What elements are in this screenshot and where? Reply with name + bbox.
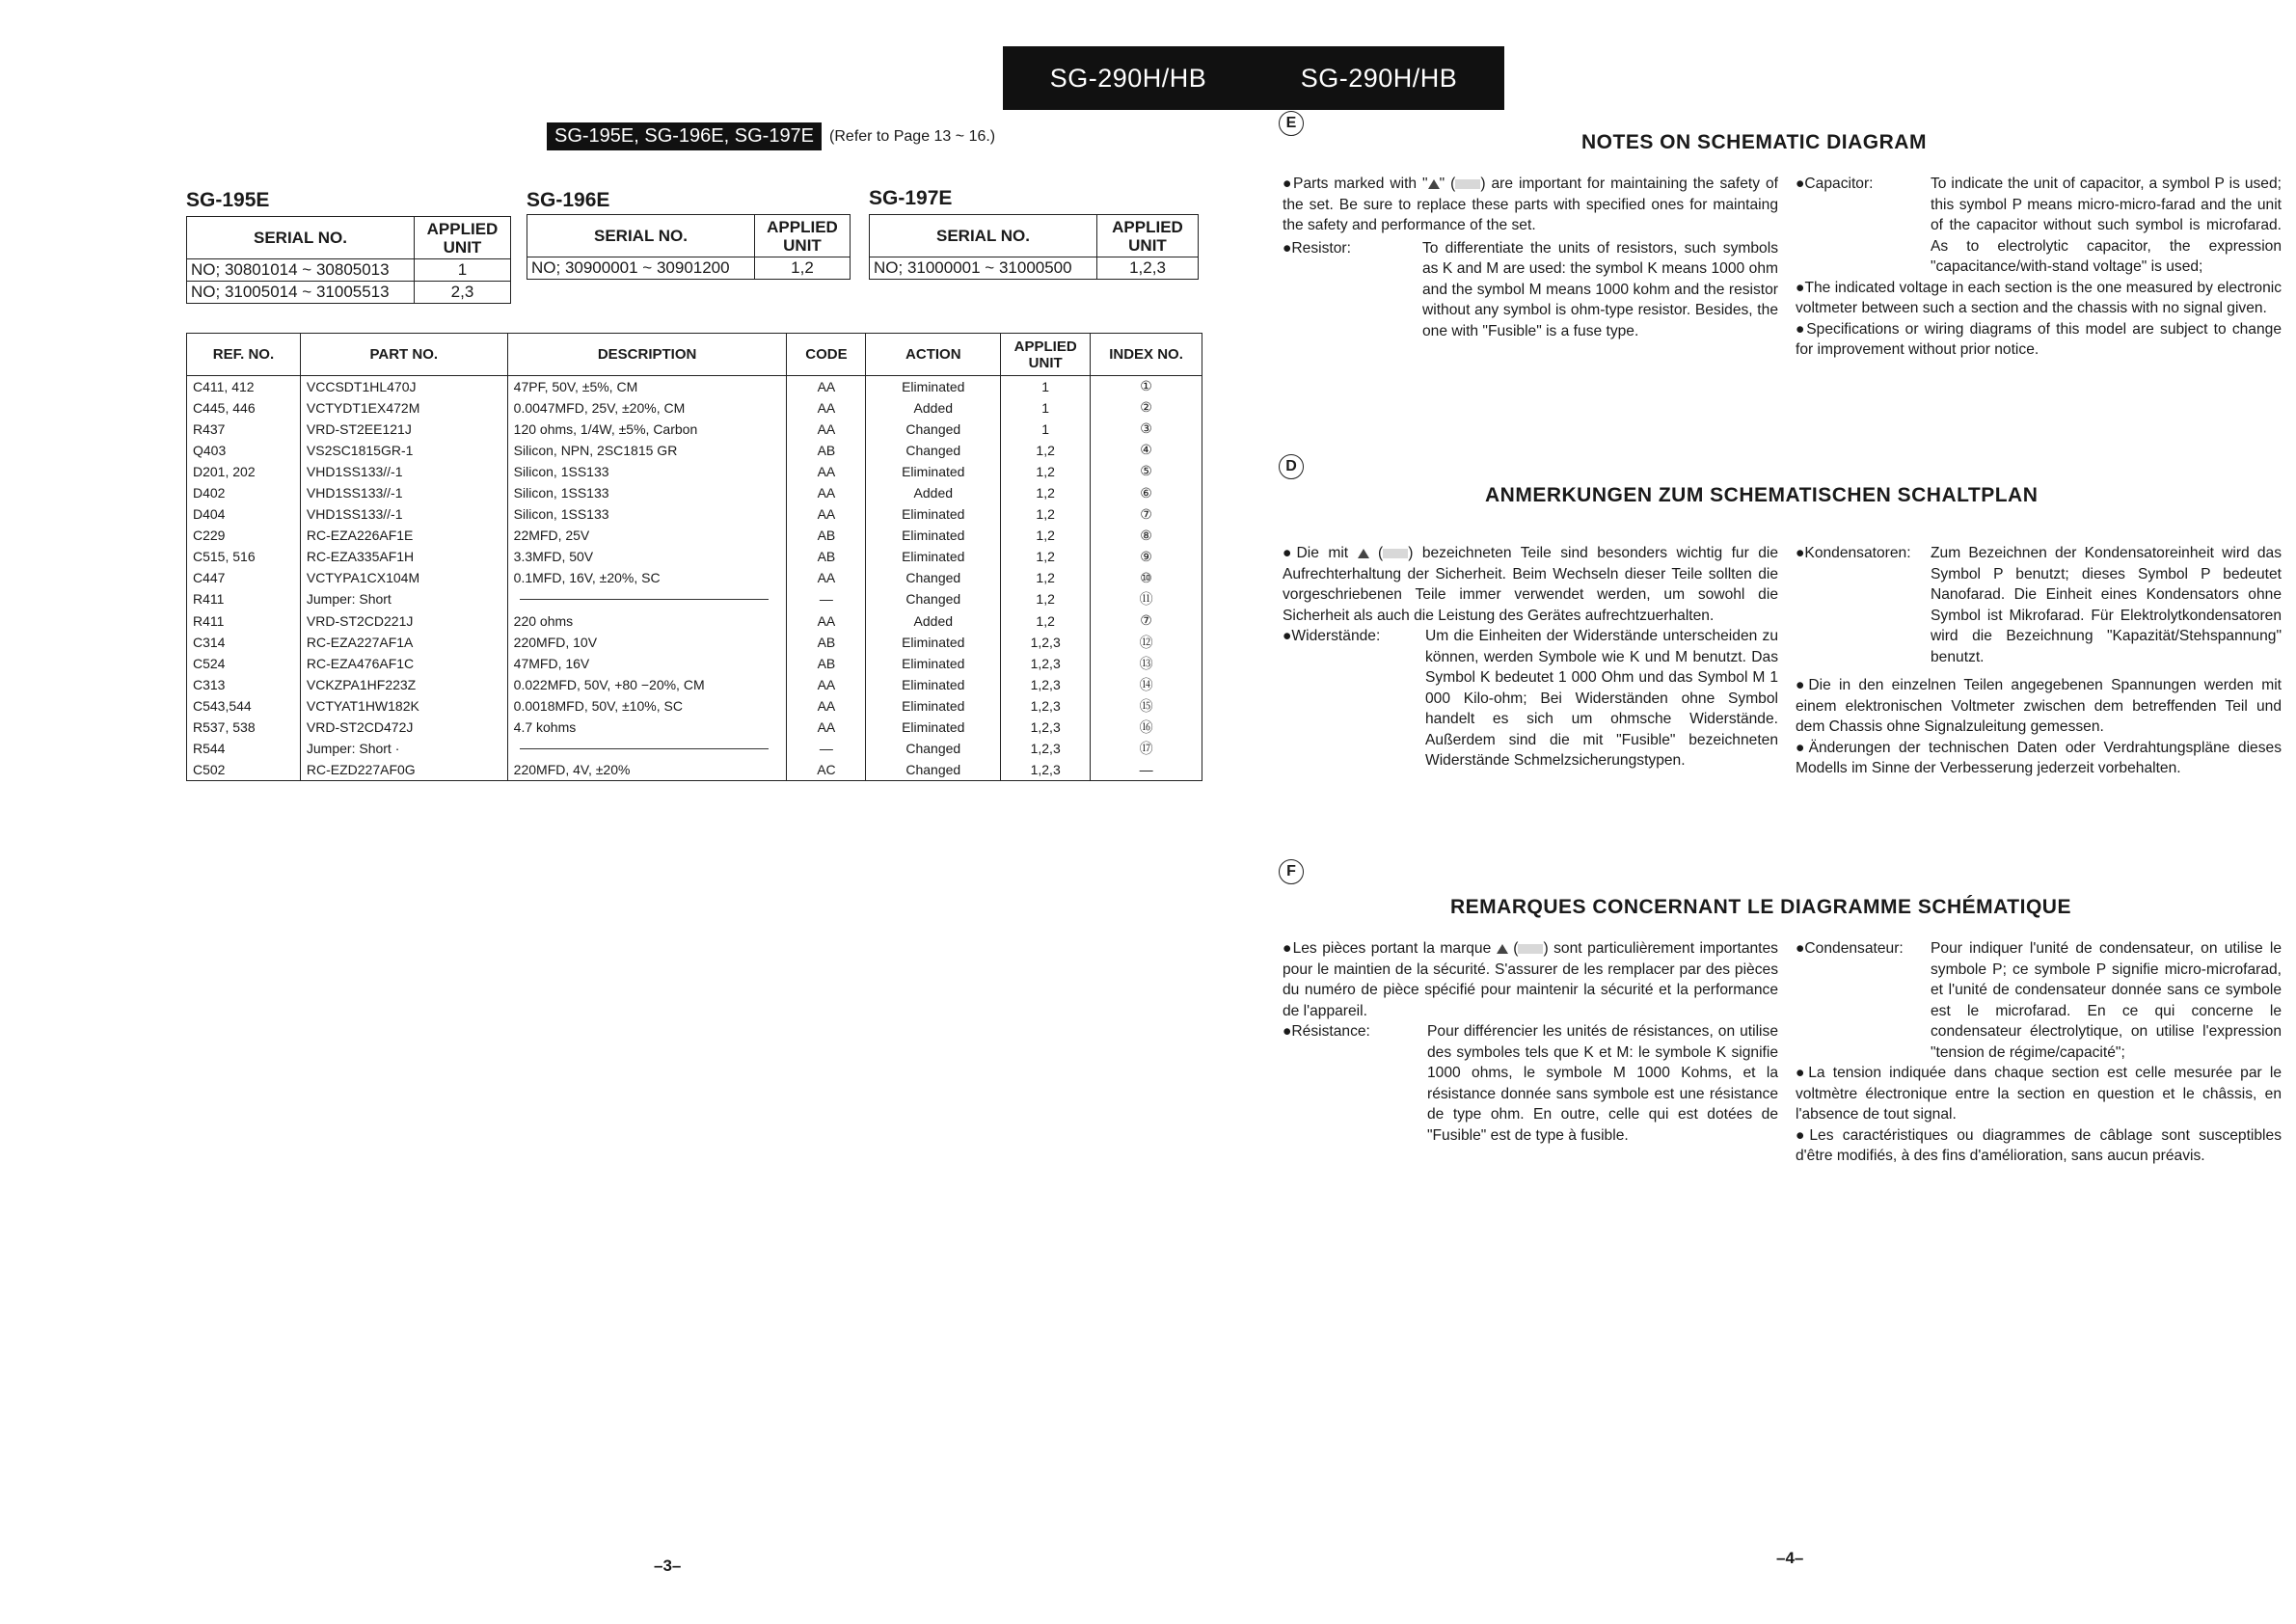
- english-left-column: [1283, 174, 1778, 341]
- description-cell: 0.0047MFD, 25V, ±20%, CM: [507, 397, 787, 419]
- part-no-cell: RC-EZD227AF0G: [300, 759, 507, 780]
- parts-change-table: [186, 333, 1202, 781]
- applied-unit-cell: 1,2: [1001, 588, 1091, 609]
- action-cell: Eliminated: [866, 632, 1001, 653]
- index-no-cell: ⑫: [1091, 632, 1202, 653]
- page-number-right: –4–: [1776, 1549, 1804, 1567]
- description-cell: Silicon, 1SS133: [507, 461, 787, 482]
- ref-no-cell: C411, 412: [187, 376, 301, 397]
- parts-table-body: [187, 376, 1202, 781]
- applied-unit-cell: 1,2: [1001, 567, 1091, 588]
- ref-no-cell: C524: [187, 653, 301, 674]
- part-no-cell: VCTYAT1HW182K: [300, 695, 507, 717]
- description-cell: 120 ohms, 1/4W, ±5%, Carbon: [507, 419, 787, 440]
- unit-cell: 1: [415, 259, 511, 282]
- applied-unit-cell: 1,2,3: [1001, 738, 1091, 759]
- ref-no-cell: C515, 516: [187, 546, 301, 567]
- code-cell: AB: [787, 440, 866, 461]
- serial-header: SERIAL NO.: [187, 217, 415, 259]
- index-no-cell: —: [1091, 759, 1202, 780]
- french-left-column: [1283, 938, 1778, 1146]
- english-capacitor-note: ●Capacitor: To indicate the unit of capacitor, a symbol P is used; this symbol P means micro-micro-farad and the unit of the capacitor without such symbol is microfarad. As to electrolytic capacitor, the expression "capacitance/with-stand voltage" is used;: [1796, 176, 2282, 275]
- part-no-cell: VHD1SS133//-1: [300, 461, 507, 482]
- action-cell: Changed: [866, 567, 1001, 588]
- part-no-cell: VRD-ST2EE121J: [300, 419, 507, 440]
- model-banner: [1003, 46, 1504, 110]
- code-cell: AA: [787, 419, 866, 440]
- index-no-cell: ⑮: [1091, 695, 1202, 717]
- applied-unit-cell: 1,2,3: [1001, 695, 1091, 717]
- part-no-header: PART NO.: [300, 334, 507, 376]
- serial-cell: NO; 31005014 ~ 31005513: [187, 282, 415, 304]
- french-voltage-note: ●La tension indiquée dans chaque section est celle mesurée par le voltmètre électronique entre la section en question et le châssis, en l'absence de tout signal.: [1796, 1065, 2282, 1123]
- applied-unit-cell: 1: [1001, 397, 1091, 419]
- shaded-marker-icon: [1455, 179, 1480, 189]
- parts-row: [187, 482, 1202, 503]
- french-specs-note: ●Les caractéristiques ou diagrammes de câblage sont susceptibles d'être modifiés, à des fins d'amélioration, sans aucun préavis.: [1796, 1126, 2282, 1164]
- part-no-cell: VS2SC1815GR-1: [300, 440, 507, 461]
- ref-no-cell: C447: [187, 567, 301, 588]
- description-cell: 3.3MFD, 50V: [507, 546, 787, 567]
- code-cell: AB: [787, 525, 866, 546]
- code-cell: AA: [787, 717, 866, 738]
- serial-table-sg195e: [186, 216, 511, 304]
- code-cell: AA: [787, 376, 866, 397]
- applied-unit-cell: 1: [1001, 419, 1091, 440]
- action-cell: Added: [866, 610, 1001, 632]
- ref-no-cell: D402: [187, 482, 301, 503]
- action-header: ACTION: [866, 334, 1001, 376]
- part-no-cell: VCTYPA1CX104M: [300, 567, 507, 588]
- code-cell: AA: [787, 461, 866, 482]
- parts-row: [187, 397, 1202, 419]
- english-resistor-note: ●Resistor: To differentiate the units of resistors, such symbols as K and M are used: the symbol K means 1000 ohm and the symbol M means 1000 kohm and the resistor without any symbol is ohm-type resistor. Besides, the one with "Fusible" is a fuse type.: [1283, 239, 1778, 339]
- index-no-cell: ①: [1091, 376, 1202, 397]
- applied-unit-cell: 1: [1001, 376, 1091, 397]
- part-no-cell: Jumper: Short: [300, 588, 507, 609]
- applied-unit-cell: 1,2: [1001, 503, 1091, 525]
- part-no-cell: VRD-ST2CD472J: [300, 717, 507, 738]
- english-right-column: [1796, 174, 2282, 361]
- part-no-cell: RC-EZA476AF1C: [300, 653, 507, 674]
- applied-unit-cell: 1,2: [1001, 546, 1091, 567]
- description-cell: 4.7 kohms: [507, 717, 787, 738]
- description-cell: 47MFD, 16V: [507, 653, 787, 674]
- description-cell: 47PF, 50V, ±5%, CM: [507, 376, 787, 397]
- part-no-cell: RC-EZA227AF1A: [300, 632, 507, 653]
- parts-row: [187, 376, 1202, 397]
- index-no-cell: ⑨: [1091, 546, 1202, 567]
- description-cell: Silicon, 1SS133: [507, 503, 787, 525]
- applied-unit-header: APPLIED UNIT: [1001, 334, 1091, 376]
- description-cell: Silicon, NPN, 2SC1815 GR: [507, 440, 787, 461]
- ref-no-cell: D201, 202: [187, 461, 301, 482]
- code-cell: AA: [787, 567, 866, 588]
- parts-row: [187, 674, 1202, 695]
- serial-table-label: SG-195E: [186, 189, 270, 211]
- german-left-column: [1283, 543, 1778, 771]
- index-no-cell: ⑬: [1091, 653, 1202, 674]
- action-cell: Eliminated: [866, 546, 1001, 567]
- action-cell: Added: [866, 482, 1001, 503]
- description-cell: 22MFD, 25V: [507, 525, 787, 546]
- applied-unit-cell: 1,2: [1001, 440, 1091, 461]
- description-cell: 0.1MFD, 16V, ±20%, SC: [507, 567, 787, 588]
- serial-table-sg197e: [869, 214, 1199, 280]
- index-no-cell: ⑧: [1091, 525, 1202, 546]
- german-resistor-note: ●Widerstände: Um die Einheiten der Widerstände unterscheiden zu können, werden Symbole wie K und M benutzt. Das Symbol K bedeutet 1 000 Ohm und das Symbol M 1 000 Kilo-ohm; Bei Widerständen ohne Symbol handelt es sich um ohmsche Widerstände. Außerdem sind die mit "Fusible" bezeichneten Widerstände Schmelzsicherungstypen.: [1283, 628, 1778, 769]
- action-cell: Added: [866, 397, 1001, 419]
- description-cell: Silicon, 1SS133: [507, 482, 787, 503]
- ref-no-cell: R411: [187, 588, 301, 609]
- action-cell: Changed: [866, 759, 1001, 780]
- action-cell: Changed: [866, 440, 1001, 461]
- ref-no-cell: D404: [187, 503, 301, 525]
- index-no-cell: ⑭: [1091, 674, 1202, 695]
- action-cell: Changed: [866, 588, 1001, 609]
- action-cell: Eliminated: [866, 461, 1001, 482]
- parts-row: [187, 588, 1202, 609]
- parts-row: [187, 567, 1202, 588]
- serial-header: SERIAL NO.: [527, 215, 755, 257]
- serial-header: SERIAL NO.: [870, 215, 1097, 257]
- unit-cell: 1,2: [755, 257, 851, 280]
- action-cell: Eliminated: [866, 525, 1001, 546]
- parts-row: [187, 759, 1202, 780]
- parts-row: [187, 738, 1202, 759]
- german-specs-note: ●Änderungen der technischen Daten oder Verdrahtungspläne dieses Modells im Sinne der Verbesserung jederzeit vorbehalten.: [1796, 739, 2282, 776]
- code-cell: AA: [787, 397, 866, 419]
- serial-table-label: SG-196E: [527, 189, 610, 211]
- applied-unit-cell: 1,2: [1001, 461, 1091, 482]
- serial-cell: NO; 31000001 ~ 31000500: [870, 257, 1097, 280]
- german-right-column: [1796, 543, 2282, 779]
- action-cell: Changed: [866, 419, 1001, 440]
- ref-no-cell: C313: [187, 674, 301, 695]
- index-no-cell: ⑪: [1091, 588, 1202, 609]
- index-no-cell: ⑥: [1091, 482, 1202, 503]
- description-header: DESCRIPTION: [507, 334, 787, 376]
- index-no-cell: ④: [1091, 440, 1202, 461]
- applied-unit-cell: 1,2: [1001, 525, 1091, 546]
- german-notes-heading: ANMERKUNGEN ZUM SCHEMATISCHEN SCHALTPLAN: [1485, 484, 2039, 506]
- description-cell: 0.0018MFD, 50V, ±10%, SC: [507, 695, 787, 717]
- code-cell: —: [787, 738, 866, 759]
- applied-unit-cell: 1,2: [1001, 482, 1091, 503]
- english-notes-heading: NOTES ON SCHEMATIC DIAGRAM: [1581, 131, 1927, 153]
- ref-no-cell: C445, 446: [187, 397, 301, 419]
- part-no-cell: RC-EZA335AF1H: [300, 546, 507, 567]
- parts-row: [187, 525, 1202, 546]
- warning-triangle-icon: [1428, 179, 1440, 189]
- ref-no-cell: R437: [187, 419, 301, 440]
- french-right-column: [1796, 938, 2282, 1167]
- part-no-cell: VRD-ST2CD221J: [300, 610, 507, 632]
- ref-no-cell: R537, 538: [187, 717, 301, 738]
- part-no-cell: VCCSDT1HL470J: [300, 376, 507, 397]
- french-capacitor-note: ●Condensateur: Pour indiquer l'unité de condensateur, on utilise le symbole P; ce symbole P signifie micro-microfarad, et l'unité de condensateur donnée sans ce symbole est le microfarad. En ce qui concerne le condensateur électrolytique, on utilise l'expression "tension de régime/capacité";: [1796, 940, 2282, 1061]
- ref-no-cell: Q403: [187, 440, 301, 461]
- german-parts-note: ●Die mit ( ) bezeichneten Teile sind besonders wichtig fur die Aufrechterhaltung der Sicherheit. Beim Wechseln dieser Teile sollten die vorgeschriebenen Teile immer verwendet werden, um sowohl die Sicherheit als auch die Leistung des Gerätes aufrechtzuerhalten.: [1283, 545, 1779, 624]
- action-cell: Eliminated: [866, 717, 1001, 738]
- parts-row: [187, 717, 1202, 738]
- parts-row: [187, 546, 1202, 567]
- applied-unit-header: APPLIED UNIT: [1097, 215, 1199, 257]
- model-title-right: SG-290H/HB: [1300, 63, 1458, 93]
- applied-unit-header: APPLIED UNIT: [755, 215, 851, 257]
- shaded-marker-icon: [1518, 944, 1543, 954]
- shaded-marker-icon: [1383, 549, 1408, 558]
- english-parts-note: ●Parts marked with " " ( ) are important for maintaining the safety of the set. Be sure to replace these parts with specified ones for maintaing the safety and performance of the set.: [1283, 176, 1779, 233]
- ref-no-cell: R544: [187, 738, 301, 759]
- code-cell: AB: [787, 632, 866, 653]
- english-specs-note: ●Specifications or wiring diagrams of this model are subject to change for improvement without prior notice.: [1796, 320, 2282, 358]
- code-cell: AA: [787, 695, 866, 717]
- action-cell: Eliminated: [866, 674, 1001, 695]
- part-no-cell: VCTYDT1EX472M: [300, 397, 507, 419]
- code-cell: AA: [787, 674, 866, 695]
- applied-unit-cell: 1,2,3: [1001, 632, 1091, 653]
- description-cell: 220MFD, 10V: [507, 632, 787, 653]
- parts-row: [187, 695, 1202, 717]
- english-voltage-note: ●The indicated voltage in each section is the one measured by electronic voltmeter between such a section and the chassis with no signal given.: [1796, 279, 2282, 316]
- unit-cell: 2,3: [415, 282, 511, 304]
- applied-unit-cell: 1,2: [1001, 610, 1091, 632]
- description-cell: [507, 738, 787, 759]
- ref-no-cell: C543,544: [187, 695, 301, 717]
- action-cell: Eliminated: [866, 653, 1001, 674]
- index-no-cell: ⑤: [1091, 461, 1202, 482]
- parts-row: [187, 419, 1202, 440]
- index-no-cell: ⑯: [1091, 717, 1202, 738]
- description-cell: 220 ohms: [507, 610, 787, 632]
- parts-row: [187, 503, 1202, 525]
- french-notes-heading: REMARQUES CONCERNANT LE DIAGRAMME SCHÉMATIQUE: [1450, 896, 2071, 918]
- action-cell: Changed: [866, 738, 1001, 759]
- applied-unit-header: APPLIED UNIT: [415, 217, 511, 259]
- section-letter-english: E: [1279, 111, 1304, 136]
- applied-unit-cell: 1,2,3: [1001, 674, 1091, 695]
- applied-unit-cell: 1,2,3: [1001, 653, 1091, 674]
- french-resistor-note: ●Résistance: Pour différencier les unités de résistances, on utilise des symboles tels que K et M: le symbole K signifie 1000 ohms, le symbole M 1000 Kohms, et la résistance donnée sans symbole est une résistance de type ohm. En outre, celle qui est dotées de "Fusible" est de type à fusible.: [1283, 1023, 1778, 1144]
- action-cell: Eliminated: [866, 695, 1001, 717]
- unit-cell: 1,2,3: [1097, 257, 1199, 280]
- code-cell: AA: [787, 503, 866, 525]
- parts-row: [187, 610, 1202, 632]
- model-title-left: SG-290H/HB: [1049, 63, 1207, 93]
- french-parts-note: ●Les pièces portant la marque ( ) sont particulièrement importantes pour le maintien de la sécurité. S'assurer de les remplacer par des pièces du numéro de pièce spécifié pour maintenir la sécurité et la performance de l'appareil.: [1283, 940, 1778, 1019]
- part-no-cell: RC-EZA226AF1E: [300, 525, 507, 546]
- serial-table-label: SG-197E: [869, 187, 953, 209]
- ref-no-header: REF. NO.: [187, 334, 301, 376]
- serial-cell: NO; 30900001 ~ 30901200: [527, 257, 755, 280]
- code-cell: AA: [787, 482, 866, 503]
- action-cell: Eliminated: [866, 503, 1001, 525]
- german-capacitor-note: ●Kondensatoren: Zum Bezeichnen der Kondensatoreinheit wird das Symbol P benutzt; dieses Symbol P bedeutet Nanofarad. Die Einheit eines Kondensators ohne Symbol ist Mikrofarad. Für Elektrolytkondensatoren wird die Bezeichnung "Kapazität/Stehspannung" benutzt.: [1796, 545, 2282, 665]
- part-no-cell: VCKZPA1HF223Z: [300, 674, 507, 695]
- code-cell: AB: [787, 653, 866, 674]
- ref-no-cell: R411: [187, 610, 301, 632]
- action-cell: Eliminated: [866, 376, 1001, 397]
- serial-table-sg196e: [527, 214, 851, 280]
- parts-row: [187, 440, 1202, 461]
- description-cell: [507, 588, 787, 609]
- page-number-left: –3–: [654, 1556, 682, 1575]
- index-no-header: INDEX NO.: [1091, 334, 1202, 376]
- models-label: SG-195E, SG-196E, SG-197E: [547, 122, 822, 150]
- warning-triangle-icon: [1358, 549, 1369, 558]
- parts-header-row: [187, 334, 1202, 376]
- index-no-cell: ⑦: [1091, 610, 1202, 632]
- description-cell: 0.022MFD, 50V, +80 −20%, CM: [507, 674, 787, 695]
- serial-cell: NO; 30801014 ~ 30805013: [187, 259, 415, 282]
- section-letter-french: F: [1279, 859, 1304, 884]
- part-no-cell: VHD1SS133//-1: [300, 482, 507, 503]
- description-cell: 220MFD, 4V, ±20%: [507, 759, 787, 780]
- index-no-cell: ②: [1091, 397, 1202, 419]
- parts-row: [187, 461, 1202, 482]
- code-cell: AA: [787, 610, 866, 632]
- german-voltage-note: ●Die in den einzelnen Teilen angegebenen Spannungen werden mit einem elektronischen Voltmeter zwischen dem betreffenden Teil und dem Chassis ohne Signalzuleitung gemessen.: [1796, 677, 2282, 735]
- section-letter-german: D: [1279, 454, 1304, 479]
- parts-row: [187, 632, 1202, 653]
- page-reference: (Refer to Page 13 ~ 16.): [829, 127, 996, 145]
- warning-triangle-icon: [1497, 944, 1508, 954]
- ref-no-cell: C314: [187, 632, 301, 653]
- code-cell: —: [787, 588, 866, 609]
- index-no-cell: ⑩: [1091, 567, 1202, 588]
- part-no-cell: Jumper: Short ·: [300, 738, 507, 759]
- index-no-cell: ③: [1091, 419, 1202, 440]
- index-no-cell: ⑰: [1091, 738, 1202, 759]
- ref-no-cell: C229: [187, 525, 301, 546]
- parts-row: [187, 653, 1202, 674]
- code-cell: AC: [787, 759, 866, 780]
- applied-unit-cell: 1,2,3: [1001, 759, 1091, 780]
- code-cell: AB: [787, 546, 866, 567]
- part-no-cell: VHD1SS133//-1: [300, 503, 507, 525]
- applied-unit-cell: 1,2,3: [1001, 717, 1091, 738]
- index-no-cell: ⑦: [1091, 503, 1202, 525]
- code-header: CODE: [787, 334, 866, 376]
- ref-no-cell: C502: [187, 759, 301, 780]
- parts-change-title: [547, 122, 995, 150]
